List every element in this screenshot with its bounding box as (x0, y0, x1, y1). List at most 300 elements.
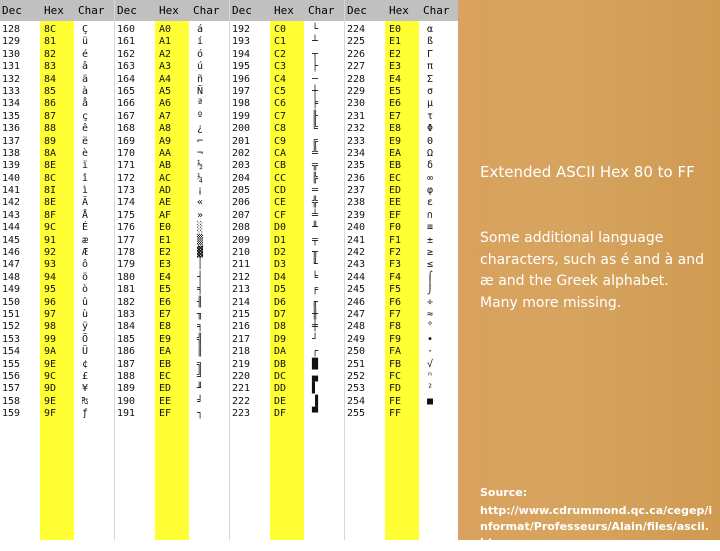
dec-cell: 130 (2, 48, 21, 60)
table-row (0, 173, 114, 185)
hex-cell: 8E (44, 197, 57, 209)
dec-cell: 182 (117, 296, 136, 308)
char-cell: σ (427, 85, 434, 97)
hex-cell: 8F (44, 209, 57, 221)
hex-cell: E5 (159, 284, 172, 296)
dec-cell: 224 (347, 24, 366, 35)
table-row (115, 371, 229, 383)
dec-cell: 196 (232, 73, 251, 85)
table-row (115, 136, 229, 148)
dec-cell: 217 (232, 333, 251, 345)
table-row (345, 334, 458, 346)
char-cell: ⌐ (197, 135, 204, 147)
slide-title: Extended ASCII Hex 80 to FF (480, 163, 695, 181)
table-row (230, 396, 344, 408)
hex-cell: 92 (44, 247, 57, 259)
dec-cell: 218 (232, 346, 251, 358)
table-row (115, 247, 229, 259)
char-cell: ù (82, 308, 89, 320)
char-cell: û (82, 296, 89, 308)
hex-cell: A1 (159, 36, 172, 48)
dec-cell: 154 (2, 346, 21, 358)
table-row (0, 136, 114, 148)
table-row (230, 24, 344, 36)
table-row (115, 98, 229, 110)
table-row (0, 334, 114, 346)
char-cell: ½ (197, 160, 204, 172)
hex-cell: CC (274, 172, 287, 184)
dec-cell: 238 (347, 197, 366, 209)
dec-cell: 142 (2, 197, 21, 209)
table-row (345, 98, 458, 110)
hex-cell: EE (389, 197, 402, 209)
dec-cell: 157 (2, 383, 21, 395)
table-row (230, 383, 344, 395)
char-cell: ç (82, 110, 89, 122)
char-cell: ▀ (312, 408, 319, 420)
table-row (0, 185, 114, 197)
char-cell: ∞ (427, 172, 434, 184)
table-row (0, 49, 114, 61)
table-row (115, 123, 229, 135)
table-row (345, 321, 458, 333)
char-cell: í (197, 36, 204, 48)
hex-cell: E8 (389, 123, 402, 135)
char-cell: ─ (312, 73, 319, 85)
table-row (0, 24, 114, 36)
hex-cell: FA (389, 346, 402, 358)
table-row (0, 235, 114, 247)
table-row (345, 197, 458, 209)
table-row (345, 74, 458, 86)
table-row (345, 272, 458, 284)
table-row (0, 247, 114, 259)
hex-cell: C0 (274, 24, 287, 35)
table-row (115, 210, 229, 222)
char-cell: å (82, 98, 89, 110)
dec-cell: 237 (347, 185, 366, 197)
hex-cell: 84 (44, 73, 57, 85)
char-cell: ó (197, 48, 204, 60)
char-cell: ¢ (82, 358, 89, 370)
hex-cell: F7 (389, 308, 402, 320)
hex-cell: E3 (159, 259, 172, 271)
table-row (230, 210, 344, 222)
table-row (230, 235, 344, 247)
dec-cell: 170 (117, 147, 136, 159)
char-cell: ¼ (197, 172, 204, 184)
hex-cell: FD (389, 383, 402, 395)
hex-cell: A2 (159, 48, 172, 60)
char-cell: ª (197, 98, 204, 110)
char-cell: ∩ (427, 209, 434, 221)
char-cell: π (427, 61, 434, 73)
table-row (115, 197, 229, 209)
char-cell: ╥ (312, 247, 319, 259)
hex-cell: 8I (44, 185, 57, 197)
table-row (0, 36, 114, 48)
table-row (230, 247, 344, 259)
table-row (345, 297, 458, 309)
char-cell: ┬ (312, 48, 319, 60)
dec-cell: 223 (232, 408, 251, 420)
char-cell: ╜ (197, 383, 204, 395)
dec-cell: 153 (2, 333, 21, 345)
dec-cell: 214 (232, 296, 251, 308)
hex-cell: A0 (159, 24, 172, 35)
dec-cell: 241 (347, 234, 366, 246)
hex-cell: 93 (44, 259, 57, 271)
dec-cell: 248 (347, 321, 366, 333)
hex-cell: 8C (44, 172, 57, 184)
hex-cell: DC (274, 370, 287, 382)
char-cell: ² (427, 383, 434, 395)
hex-cell: E0 (159, 222, 172, 234)
hex-cell: 9D (44, 383, 57, 395)
table-row (0, 197, 114, 209)
dec-cell: 131 (2, 61, 21, 73)
hex-cell: E1 (159, 234, 172, 246)
char-cell: ≥ (427, 247, 434, 259)
dec-cell: 133 (2, 85, 21, 97)
hex-cell: A7 (159, 110, 172, 122)
hex-cell: E2 (159, 247, 172, 259)
hex-cell: F6 (389, 296, 402, 308)
char-cell: Θ (427, 135, 434, 147)
table-row (345, 309, 458, 321)
hex-cell: CF (274, 209, 287, 221)
table-row (230, 197, 344, 209)
column-header (0, 0, 114, 21)
dec-cell: 165 (117, 85, 136, 97)
hex-cell: D0 (274, 222, 287, 234)
hex-cell: EA (389, 147, 402, 159)
dec-cell: 204 (232, 172, 251, 184)
hex-cell: 96 (44, 296, 57, 308)
hex-cell: E4 (159, 271, 172, 283)
char-cell: ╩ (312, 147, 319, 159)
char-cell: ≤ (427, 259, 434, 271)
hex-cell: D3 (274, 259, 287, 271)
hex-cell: C7 (274, 110, 287, 122)
char-cell: Ö (82, 333, 89, 345)
hex-cell: FE (389, 395, 402, 407)
table-row (0, 86, 114, 98)
char-cell: Σ (427, 73, 434, 85)
char-cell: ╞ (312, 98, 319, 110)
hex-cell: 9C (44, 370, 57, 382)
char-cell: ÿ (82, 321, 89, 333)
hex-cell: 9C (44, 222, 57, 234)
hex-cell: C2 (274, 48, 287, 60)
ascii-column-group (230, 0, 344, 540)
char-cell: à (82, 85, 89, 97)
hex-cell: ED (389, 185, 402, 197)
dec-cell: 144 (2, 222, 21, 234)
char-cell: ° (427, 321, 434, 333)
char-cell: ■ (427, 395, 434, 407)
char-cell: ╤ (312, 234, 319, 246)
char-cell: ╦ (312, 160, 319, 172)
table-row (115, 36, 229, 48)
table-row (230, 408, 344, 420)
hex-cell: EC (389, 172, 402, 184)
hex-cell: D6 (274, 296, 287, 308)
slide-body-text: Some additional language characters, such as é and à and æ and the Greek alphabet. Many more missing. (480, 230, 704, 311)
header-cell: Hex (389, 4, 409, 17)
hex-cell: F8 (389, 321, 402, 333)
dec-cell: 168 (117, 123, 136, 135)
table-row (230, 309, 344, 321)
dec-cell: 235 (347, 160, 366, 172)
dec-cell: 226 (347, 48, 366, 60)
char-cell: ê (82, 123, 89, 135)
table-row (115, 49, 229, 61)
char-cell: ║ (197, 346, 204, 358)
dec-cell: 222 (232, 395, 251, 407)
char-cell: î (82, 172, 89, 184)
char-cell: ╪ (312, 321, 319, 333)
hex-cell: D9 (274, 333, 287, 345)
dec-cell: 232 (347, 123, 366, 135)
hex-cell: AA (159, 147, 172, 159)
table-row (345, 383, 458, 395)
char-cell: ╓ (312, 296, 319, 308)
table-row (345, 346, 458, 358)
char-cell: Ω (427, 147, 434, 159)
dec-cell: 200 (232, 123, 251, 135)
char-cell: £ (82, 370, 89, 382)
hex-cell: F4 (389, 271, 402, 283)
hex-cell: E2 (389, 48, 402, 60)
table-row (230, 259, 344, 271)
hex-cell: 9A (44, 346, 57, 358)
hex-cell: EE (159, 395, 172, 407)
char-cell: á (197, 24, 204, 35)
char-cell: ≡ (427, 222, 434, 234)
dec-cell: 205 (232, 185, 251, 197)
dec-cell: 227 (347, 61, 366, 73)
dec-cell: 203 (232, 160, 251, 172)
table-row (345, 359, 458, 371)
table-row (115, 408, 229, 420)
dec-cell: 195 (232, 61, 251, 73)
char-cell: █ (312, 358, 319, 370)
char-cell: ┴ (312, 36, 319, 48)
char-cell: é (82, 48, 89, 60)
dec-cell: 166 (117, 98, 136, 110)
hex-cell: 81 (44, 36, 57, 48)
hex-cell: D1 (274, 234, 287, 246)
table-row (230, 123, 344, 135)
char-cell: ╖ (197, 308, 204, 320)
table-row (115, 185, 229, 197)
table-row (230, 160, 344, 172)
dec-cell: 167 (117, 110, 136, 122)
hex-cell: 99 (44, 333, 57, 345)
hex-cell: 9E (44, 358, 57, 370)
hex-cell: EC (159, 370, 172, 382)
hex-cell: C6 (274, 98, 287, 110)
char-cell: ï (82, 160, 89, 172)
table-row (0, 222, 114, 234)
header-cell: Char (423, 4, 450, 17)
char-cell: ┌ (312, 346, 319, 358)
hex-cell: 9F (44, 408, 57, 420)
table-row (0, 408, 114, 420)
dec-cell: 134 (2, 98, 21, 110)
table-row (0, 111, 114, 123)
dec-cell: 212 (232, 271, 251, 283)
dec-cell: 240 (347, 222, 366, 234)
dec-cell: 194 (232, 48, 251, 60)
table-row (0, 396, 114, 408)
char-cell: ▒ (197, 234, 204, 246)
table-row (115, 309, 229, 321)
table-row (345, 210, 458, 222)
table-row (115, 346, 229, 358)
table-row (115, 61, 229, 73)
dec-cell: 236 (347, 172, 366, 184)
hex-cell: 88 (44, 123, 57, 135)
table-row (0, 210, 114, 222)
char-cell: ╙ (312, 259, 319, 271)
header-cell: Char (308, 4, 335, 17)
char-cell: ü (82, 36, 89, 48)
dec-cell: 242 (347, 247, 366, 259)
hex-cell: CB (274, 160, 287, 172)
dec-cell: 156 (2, 370, 21, 382)
dec-cell: 253 (347, 383, 366, 395)
dec-cell: 152 (2, 321, 21, 333)
hex-cell: F9 (389, 333, 402, 345)
char-cell: α (427, 24, 434, 35)
dec-cell: 147 (2, 259, 21, 271)
char-cell: ╣ (197, 333, 204, 345)
hex-cell: E5 (389, 85, 402, 97)
table-row (0, 321, 114, 333)
hex-cell: E9 (159, 333, 172, 345)
dec-cell: 143 (2, 209, 21, 221)
table-row (0, 346, 114, 358)
hex-cell: E6 (159, 296, 172, 308)
hex-cell: EB (389, 160, 402, 172)
char-cell: ╒ (312, 284, 319, 296)
char-cell: √ (427, 358, 434, 370)
column-divider (114, 0, 115, 540)
char-cell: Ü (82, 346, 89, 358)
dec-cell: 191 (117, 408, 136, 420)
dec-cell: 221 (232, 383, 251, 395)
dec-cell: 162 (117, 48, 136, 60)
table-row (230, 49, 344, 61)
char-cell: è (82, 147, 89, 159)
dec-cell: 247 (347, 308, 366, 320)
dec-cell: 254 (347, 395, 366, 407)
char-cell: ö (82, 271, 89, 283)
table-row (0, 98, 114, 110)
dec-cell: 192 (232, 24, 251, 35)
dec-cell: 201 (232, 135, 251, 147)
table-row (345, 371, 458, 383)
hex-cell: D5 (274, 284, 287, 296)
table-row (230, 86, 344, 98)
char-cell: É (82, 222, 89, 234)
table-row (0, 371, 114, 383)
table-row (230, 136, 344, 148)
hex-cell: D7 (274, 308, 287, 320)
char-cell: ╝ (197, 370, 204, 382)
dec-cell: 230 (347, 98, 366, 110)
hex-cell: 91 (44, 234, 57, 246)
hex-cell: A5 (159, 85, 172, 97)
dec-cell: 228 (347, 73, 366, 85)
dec-cell: 132 (2, 73, 21, 85)
hex-cell: 85 (44, 85, 57, 97)
char-cell: ╬ (312, 197, 319, 209)
dec-cell: 252 (347, 370, 366, 382)
char-cell: ╕ (197, 321, 204, 333)
table-row (0, 383, 114, 395)
hex-cell: 82 (44, 48, 57, 60)
table-row (345, 284, 458, 296)
table-row (0, 74, 114, 86)
table-row (115, 396, 229, 408)
header-cell: Hex (159, 4, 179, 17)
table-row (345, 235, 458, 247)
hex-cell: DD (274, 383, 287, 395)
dec-cell: 207 (232, 209, 251, 221)
dec-cell: 250 (347, 346, 366, 358)
char-cell: ╫ (312, 308, 319, 320)
char-cell: ┘ (312, 333, 319, 345)
table-row (345, 408, 458, 420)
char-cell: · (427, 346, 434, 358)
hex-cell: AE (159, 197, 172, 209)
hex-cell: C4 (274, 73, 287, 85)
hex-cell: CA (274, 147, 287, 159)
dec-cell: 234 (347, 147, 366, 159)
char-cell: Φ (427, 123, 434, 135)
hex-cell: A8 (159, 123, 172, 135)
dec-cell: 190 (117, 395, 136, 407)
table-row (115, 148, 229, 160)
dec-cell: 176 (117, 222, 136, 234)
dec-cell: 243 (347, 259, 366, 271)
dec-cell: 244 (347, 271, 366, 283)
table-row (230, 98, 344, 110)
table-row (115, 359, 229, 371)
table-row (115, 74, 229, 86)
dec-cell: 161 (117, 36, 136, 48)
source-label: Source: (480, 486, 528, 499)
hex-cell: EF (159, 408, 172, 420)
ascii-column-group (0, 0, 114, 540)
dec-cell: 187 (117, 358, 136, 370)
hex-cell: AF (159, 209, 172, 221)
dec-cell: 155 (2, 358, 21, 370)
dec-cell: 178 (117, 247, 136, 259)
char-cell: â (82, 61, 89, 73)
dec-cell: 163 (117, 61, 136, 73)
table-row (230, 371, 344, 383)
dec-cell: 139 (2, 160, 21, 172)
hex-cell: C5 (274, 85, 287, 97)
hex-cell: AC (159, 172, 172, 184)
hex-cell: CE (274, 197, 287, 209)
table-row (0, 160, 114, 172)
source-url: http://www.cdrummond.qc.ca/cegep/informat/Professeurs/Alain/files/ascii.htm (480, 504, 713, 549)
